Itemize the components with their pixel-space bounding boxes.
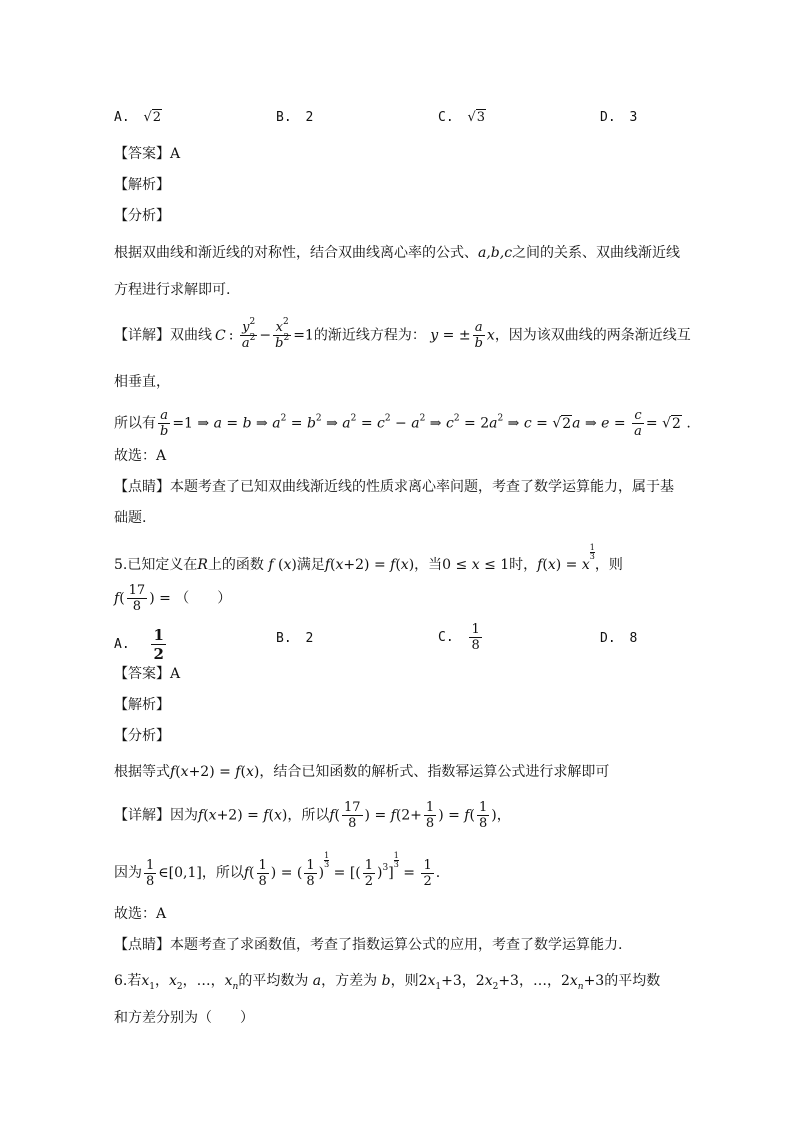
q5-option-d bbox=[600, 629, 637, 649]
q6-stem: 6.若$x_1$，$x_2$，…，$x_n$的平均数为 a，方差为 b，则$2x_1+3$，$2x_2+3$，…，$2x_n+3$的平均数 bbox=[114, 973, 661, 992]
option-label: B. bbox=[276, 631, 292, 646]
option-label: B. bbox=[276, 110, 292, 125]
q4-fenxi-text: 根据双曲线和渐近线的对称性，结合双曲线离心率的公式、a,b,c之间的关系、双曲线渐近线 bbox=[114, 245, 681, 261]
option-label: D. bbox=[600, 631, 616, 646]
option-value: 2 bbox=[152, 110, 162, 125]
q4-detail-derivation: 所以有 $\frac{a}{b}$ =1 ⇒ a = b ⇒ $a^2 = b^2$ ⇒ $a^2 = c^2 - a^2$ ⇒ $c^2 = 2a^2$ ⇒ c = √2a ⇒ e = $\frac{c}{a}$ = √2 . bbox=[114, 408, 691, 439]
option-label: A. bbox=[114, 110, 130, 125]
q5-fenxi: 【分析】 bbox=[114, 728, 170, 744]
option-value: 2 bbox=[305, 110, 314, 125]
option-label: A. bbox=[114, 637, 130, 652]
q5-stem: 5.已知定义在R上的函数 f (x)满足f(x+2) = f(x)，当0 ≤ x ≤ 1时，f(x) = x $\frac{1}{3}$ ，则 bbox=[114, 543, 623, 573]
q4-select: 故选：A bbox=[114, 448, 167, 464]
q4-fenxi: 【分析】 bbox=[114, 208, 170, 224]
q5-option-c: C. $\frac{1}{8}$ bbox=[438, 622, 480, 653]
q4-detail-line: 【详解】双曲线 C : $\frac{y^2}{a^2}$ − $\frac{x^2}{b^2}$ =1的渐近线方程为： y = ± $\frac{a}{b}$ x，因为该双曲线的两条渐近线互 bbox=[114, 317, 691, 351]
q5-detail-line-2: 因为 $\frac{1}{8}$ ∈[0,1]，所以f( $\frac{1}{8}$ ) = ( $\frac{1}{8}$ ) $\frac{1}{3}$ = [( $\frac{1}{2}$ )$^3$] $\frac{1}{3}$ = $\frac{1}{2}$ . bbox=[114, 851, 441, 889]
q4-answer: 【答案】A bbox=[114, 146, 181, 162]
option-value: 3 bbox=[476, 110, 486, 125]
q4-dianjing-2: 础题. bbox=[114, 510, 147, 526]
q5-detail-line: 【详解】因为f(x+2) = f(x)，所以f( $\frac{17}{8}$ ) = f(2+ $\frac{1}{8}$ ) = f( $\frac{1}{8}$ )， bbox=[114, 800, 511, 831]
q5-jiexi: 【解析】 bbox=[114, 697, 170, 713]
option-label: C. bbox=[438, 630, 454, 645]
q5-select: 故选：A bbox=[114, 906, 167, 922]
q5-stem-2: f( $\frac{17}{8}$ ) = （ ） bbox=[114, 583, 232, 614]
q5-fenxi-text: 根据等式f(x+2) = f(x)，结合已知函数的解析式、指数幂运算公式进行求解即可 bbox=[114, 764, 610, 780]
q4-jiexi: 【解析】 bbox=[114, 177, 170, 193]
q5-answer: 【答案】A bbox=[114, 666, 181, 682]
q4-option-d bbox=[600, 108, 637, 128]
q4-detail-line-2: 相垂直， bbox=[114, 374, 170, 390]
q6-stem-2: 和方差分别为（ ） bbox=[114, 1010, 254, 1026]
option-value: 2 bbox=[305, 631, 314, 646]
q4-fenxi-text-2: 方程进行求解即可. bbox=[114, 282, 231, 298]
option-value: 8 bbox=[629, 631, 638, 646]
q4-dianjing: 【点睛】本题考查了已知双曲线渐近线的性质求离心率问题，考查了数学运算能力，属于基 bbox=[114, 479, 674, 495]
q4-option-a: A. √2 bbox=[114, 110, 162, 125]
option-label: C. bbox=[438, 110, 454, 125]
q4-option-c: C. √3 bbox=[438, 110, 486, 125]
q5-option-b bbox=[276, 629, 313, 649]
q5-option-a: A. $\frac{1}{2}$ bbox=[114, 626, 164, 663]
q4-option-b bbox=[276, 108, 313, 128]
option-label: D. bbox=[600, 110, 616, 125]
q5-dianjing: 【点睛】本题考查了求函数值，考查了指数运算公式的应用，考查了数学运算能力. bbox=[114, 937, 623, 953]
option-value: 3 bbox=[629, 110, 638, 125]
